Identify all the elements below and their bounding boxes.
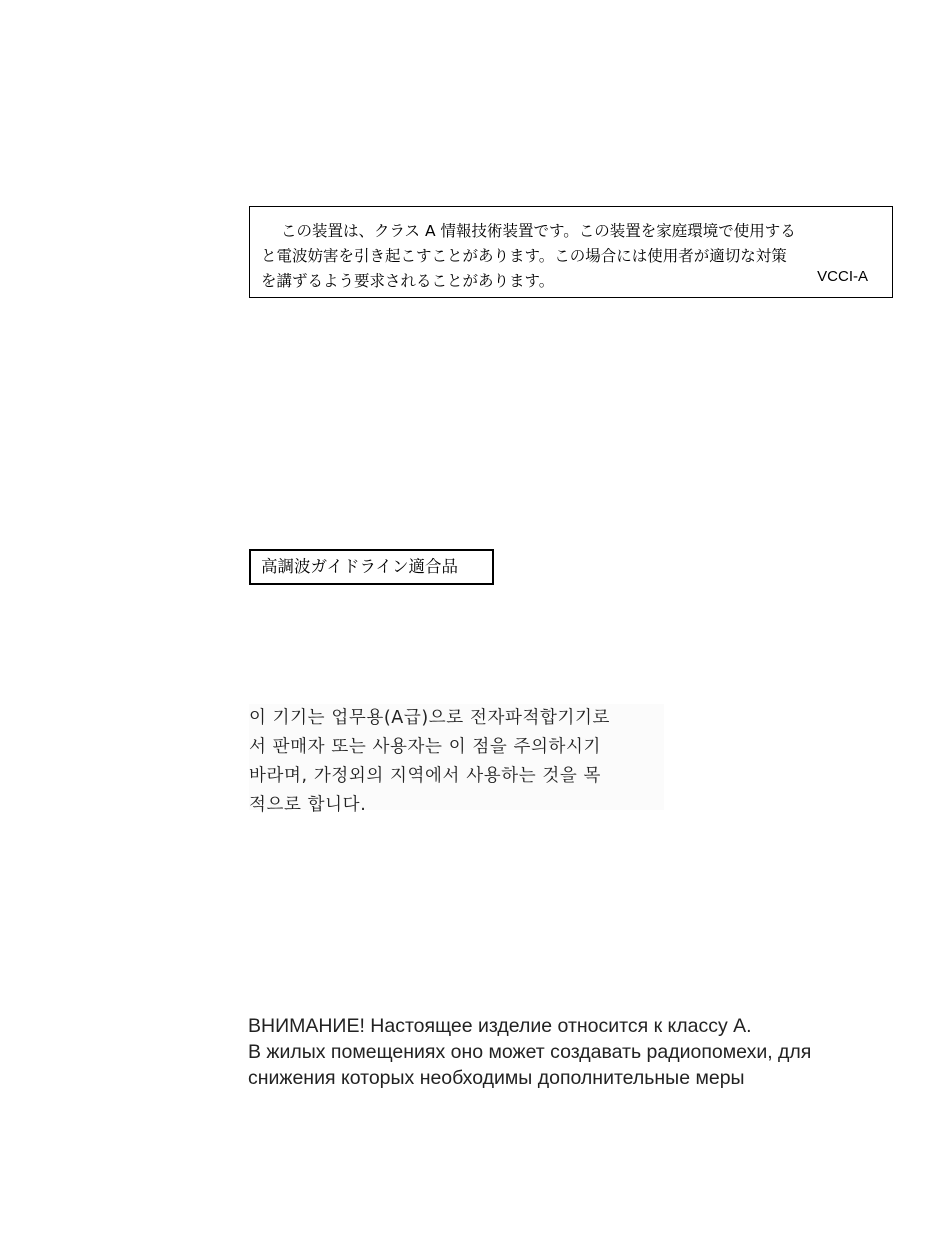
korean-notice <box>249 704 664 815</box>
vcci-notice-line: を講ずるよう要求されることがあります。 <box>261 272 555 290</box>
vcci-notice-line: この装置は、クラス A 情報技術装置です。この装置を家庭環境で使用する <box>281 222 796 240</box>
vcci-notice-box <box>249 206 893 298</box>
russian-notice-line: ВНИМАНИЕ! Настоящее изделие относится к классу А. <box>248 1015 752 1037</box>
korean-notice-line: 이 기기는 업무용(A급)으로 전자파적합기기로 <box>249 708 611 728</box>
korean-notice-line: 바라며, 가정외의 지역에서 사용하는 것을 목 <box>249 766 602 786</box>
harmonic-guideline-label: 高調波ガイドライン適合品 <box>249 549 494 585</box>
korean-notice-line: 서 판매자 또는 사용자는 이 점을 주의하시기 <box>249 737 602 757</box>
vcci-class-tag: VCCI-A <box>817 268 868 285</box>
russian-notice <box>248 1013 908 1091</box>
vcci-notice-line: と電波妨害を引き起こすことがあります。この場合には使用者が適切な対策 <box>261 247 787 265</box>
korean-notice-line: 적으로 합니다. <box>249 795 367 815</box>
russian-notice-line: В жилых помещениях оно может создавать радиопомехи, для <box>248 1041 812 1063</box>
russian-notice-line: снижения которых необходимы дополнительные меры <box>248 1067 745 1089</box>
